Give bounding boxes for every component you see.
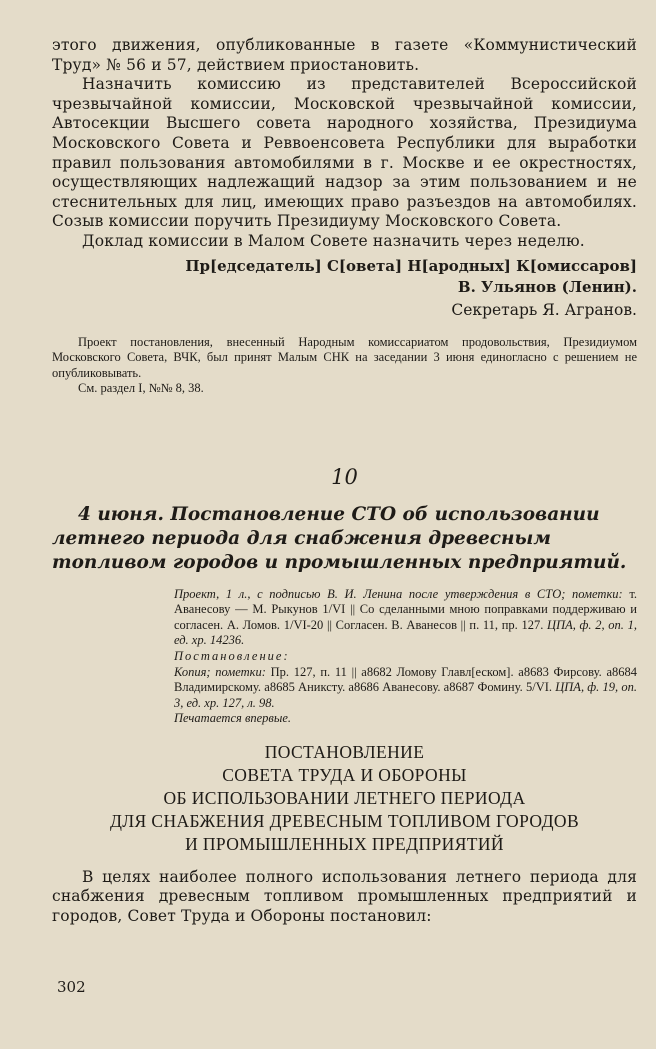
final-paragraph: В целях наиболее полного использования летнего периода для снабжения древесным топливом промышленных предприятий и городов, Совет Труда и Обороны постановил: bbox=[52, 867, 637, 926]
archival-notes bbox=[52, 587, 637, 727]
note-reference: См. раздел I, №№ 8, 38. bbox=[78, 381, 204, 396]
title-line-4: ДЛЯ СНАБЖЕНИЯ ДРЕВЕСНЫМ ТОПЛИВОМ ГОРОДОВ bbox=[109, 810, 580, 831]
signature-block bbox=[52, 256, 637, 321]
main-text bbox=[52, 36, 637, 252]
title-line-1: ПОСТАНОВЛЕНИЕ bbox=[264, 741, 425, 762]
secretary-line: Секретарь Я. Агранов. bbox=[451, 300, 637, 319]
archival-resolution-label: Постановление: bbox=[174, 648, 290, 663]
archival-copy bbox=[174, 665, 637, 712]
signature-name: В. Ульянов (Ленин). bbox=[457, 277, 637, 296]
final-text bbox=[52, 868, 637, 927]
page-number: 302 bbox=[57, 978, 86, 996]
document-number: 10 bbox=[331, 464, 358, 489]
signature-title: Пр[едседатель] С[овета] Н[ародных] К[омиссаров] bbox=[185, 256, 637, 275]
archival-draft-source: ЦПА, ф. 2, оп. 1, ед. хр. 14236. bbox=[174, 617, 637, 648]
archival-copy-label: Копия; пометки: bbox=[174, 664, 266, 679]
title-line-5: И ПРОМЫШЛЕННЫХ ПРЕДПРИЯТИЙ bbox=[185, 833, 504, 854]
note-text: Проект постановления, внесенный Народным комиссариатом продовольствия, Президиумом Московского Совета, ВЧК, был принят Малым СНК на заседании 3 июня единогласно с решением не опубликовывать. bbox=[52, 334, 637, 380]
archival-draft-text: т. Аванесову — М. Рыкунов 1/VI || Со сделанными мною поправками поддерживаю и согласен. А. Ломов. 1/VI-20 || Согласен. В. Аванесов || п. 11, пр. 127. bbox=[174, 586, 638, 632]
title-line-3: ОБ ИСПОЛЬЗОВАНИИ ЛЕТНЕГО ПЕРИОДА bbox=[163, 787, 526, 808]
archival-draft bbox=[174, 587, 637, 649]
archival-copy-source: ЦПА, ф. 19, оп. 3, ед. хр. 127, л. 98. bbox=[174, 680, 637, 710]
report-paragraph: Доклад комиссии в Малом Совете назначить через неделю. bbox=[82, 231, 585, 250]
archival-draft-label: Проект, 1 л., с подписью В. И. Ленина после утверждения в СТО; пометки: bbox=[174, 586, 623, 601]
archival-copy-text: Пр. 127, п. 11 || а8682 Ломову Главл[еском]. а8683 Фирсову. а8684 Владимирскому. а8685 Аниксту. а8686 Аванесову. а8687 Фомину. 5/VI. bbox=[174, 664, 637, 695]
page-content bbox=[52, 36, 637, 927]
top-paragraph: этого движения, опубликованные в газете «Коммунистический Труд» № 56 и 57, действием приостановить. bbox=[52, 36, 637, 74]
resolution-title bbox=[52, 741, 637, 856]
document-heading bbox=[52, 503, 637, 575]
commission-paragraph: Назначить комиссию из представителей Всероссийской чрезвычайной комиссии, Московской чрезвычайной комиссии, Автосекции Высшего совета народного хозяйства, Президиума Московского Совета и Реввоенсовета Республики для выработки правил пользования автомобилями в г. Москве и ее окрестностях, осуществляющих надлежащий надзор за этим пользованием и не стеснительных для лиц, имеющих право разъездов на автомобилях. Созыв комиссии поручить Президиуму Московского Совета. bbox=[52, 75, 637, 231]
archival-first-print: Печатается впервые. bbox=[174, 711, 291, 726]
editorial-note bbox=[52, 335, 637, 397]
title-line-2: СОВЕТА ТРУДА И ОБОРОНЫ bbox=[222, 764, 467, 785]
heading-text: 4 июня. Постановление СТО об использовании летнего периода для снабжения древесным топливом городов и промышленных предприятий. bbox=[52, 503, 627, 573]
